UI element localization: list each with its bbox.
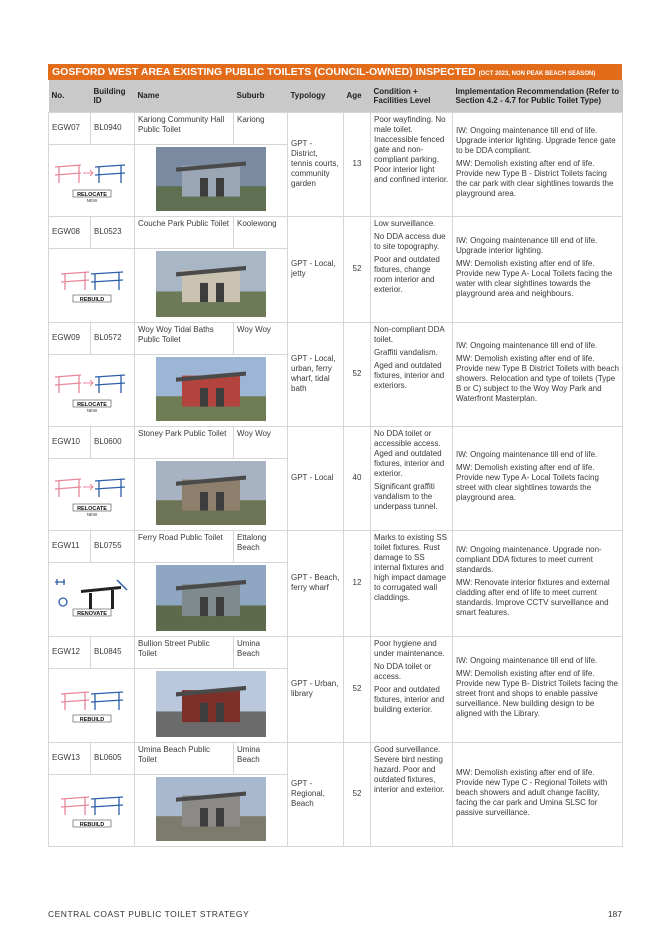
cell-diagram bbox=[49, 668, 135, 742]
cell-condition bbox=[371, 112, 453, 216]
implementation-text: MW: Demolish existing after end of life. Provide new Type B District Toilets with beach showers. Relocation and type of toilets (Type B or C) subject to the Woy Woy Park and Waterfront Masterplan. bbox=[456, 354, 619, 403]
table-banner bbox=[48, 64, 622, 80]
cell-photo bbox=[135, 562, 288, 636]
diagram-icon bbox=[51, 576, 133, 622]
cell-diagram bbox=[49, 354, 135, 426]
toilets-table bbox=[48, 80, 623, 847]
cell-condition bbox=[371, 426, 453, 530]
header-typology: Typology bbox=[288, 80, 344, 112]
cell-typology: GPT - Beach, ferry wharf bbox=[288, 530, 344, 636]
toilet-photo bbox=[156, 671, 266, 737]
cell-diagram bbox=[49, 458, 135, 530]
implementation-text: IW: Ongoing maintenance. Upgrade non-compliant DDA fixtures to meet current standards. bbox=[456, 545, 602, 574]
cell-condition bbox=[371, 742, 453, 846]
cell-name: Couche Park Public Toilet bbox=[135, 216, 234, 248]
cell-condition bbox=[371, 636, 453, 742]
cell-typology: GPT - Local bbox=[288, 426, 344, 530]
cell-no: EGW07 bbox=[49, 112, 91, 144]
cell-photo bbox=[135, 354, 288, 426]
cell-name: Woy Woy Tidal Baths Public Toilet bbox=[135, 322, 234, 354]
condition-text: No DDA access due to site topography. bbox=[374, 231, 446, 251]
cell-condition bbox=[371, 216, 453, 322]
cell-name: Ferry Road Public Toilet bbox=[135, 530, 234, 562]
diagram-icon bbox=[51, 367, 133, 413]
table-row bbox=[49, 742, 623, 774]
implementation-text: IW: Ongoing maintenance till end of life. Upgrade interior lighting. Upgrade fence gate to be DDA compliant. bbox=[456, 126, 616, 155]
cell-age: 12 bbox=[344, 530, 371, 636]
cell-diagram bbox=[49, 248, 135, 322]
condition-text: Poor wayfinding. No male toilet. Inaccessible fenced gate and non-compliant parking. Poor interior light and confined interior. bbox=[374, 114, 449, 184]
implementation-text: IW: Ongoing maintenance till end of life. bbox=[456, 656, 598, 665]
implementation-text: IW: Ongoing maintenance till end of life. Upgrade interior lighting. bbox=[456, 236, 598, 255]
cell-typology: GPT - District, tennis courts, community garden bbox=[288, 112, 344, 216]
condition-text: Poor and outdated fixtures, change room interior and exterior. bbox=[374, 254, 440, 294]
condition-text: Non-compliant DDA toilet. bbox=[374, 324, 445, 344]
cell-suburb: Umina Beach bbox=[234, 742, 288, 774]
table-row bbox=[49, 322, 623, 354]
condition-text: Graffiti vandalism. bbox=[374, 347, 438, 357]
condition-text: Poor hygiene and under maintenance. bbox=[374, 638, 445, 658]
cell-implementation bbox=[453, 322, 623, 426]
condition-text: No DDA toilet or access. bbox=[374, 661, 432, 681]
cell-no: EGW11 bbox=[49, 530, 91, 562]
condition-text: Aged and outdated fixtures, interior and exteriors. bbox=[374, 360, 445, 390]
implementation-text: MW: Demolish existing after end of life. Provide new Type A- Local Toilets facing the water with clear sightlines towards the playground area and neighbours. bbox=[456, 259, 613, 298]
table-row bbox=[49, 216, 623, 248]
cell-name: Kariong Community Hall Public Toilet bbox=[135, 112, 234, 144]
cell-implementation bbox=[453, 530, 623, 636]
banner-title: GOSFORD WEST AREA EXISTING PUBLIC TOILETS (COUNCIL-OWNED) INSPECTED bbox=[52, 66, 476, 78]
page-number: 187 bbox=[607, 909, 622, 919]
implementation-text: MW: Demolish existing after end of life. Provide new Type B- District Toilets facing the street front and shops to enable passive surveillance. New building design to be aligned with the Library. bbox=[456, 669, 618, 718]
cell-age: 13 bbox=[344, 112, 371, 216]
cell-age: 52 bbox=[344, 636, 371, 742]
header-implementation: Implementation Recommendation (Refer to Section 4.2 - 4.7 for Public Toilet Type) bbox=[453, 80, 623, 112]
diagram-label: REBUILD bbox=[79, 716, 105, 723]
toilet-photo bbox=[156, 147, 266, 211]
diagram-icon bbox=[51, 682, 133, 728]
banner-subtitle: (OCT 2023, NON PEAK BEACH SEASON) bbox=[478, 71, 596, 77]
cell-building-id: BL0845 bbox=[91, 636, 135, 668]
cell-building-id: BL0605 bbox=[91, 742, 135, 774]
implementation-text: MW: Demolish existing after end of life. Provide new Type C - Regional Toilets with beach showers and adult change facility, facing the car park and Umina SLSC for passive surveillance. bbox=[456, 767, 608, 817]
diagram-label: REBUILD bbox=[79, 296, 105, 303]
table-row bbox=[49, 112, 623, 144]
cell-photo bbox=[135, 774, 288, 846]
cell-photo bbox=[135, 458, 288, 530]
cell-building-id: BL0940 bbox=[91, 112, 135, 144]
diagram-icon bbox=[51, 471, 133, 517]
header-name: Name bbox=[135, 80, 234, 112]
cell-no: EGW08 bbox=[49, 216, 91, 248]
cell-building-id: BL0755 bbox=[91, 530, 135, 562]
cell-diagram bbox=[49, 144, 135, 216]
cell-typology: GPT - Urban, library bbox=[288, 636, 344, 742]
cell-no: EGW13 bbox=[49, 742, 91, 774]
diagram-label: RELOCATE bbox=[77, 401, 107, 408]
cell-diagram bbox=[49, 774, 135, 846]
table-row bbox=[49, 426, 623, 458]
cell-name: Bullion Street Public Toilet bbox=[135, 636, 234, 668]
diagram-sublabel: NEW bbox=[86, 198, 98, 203]
implementation-text: MW: Renovate interior fixtures and external cladding after end of life to meet current standards. Improve CCTV surveillance and smart features. bbox=[456, 578, 610, 617]
implementation-text: IW: Ongoing maintenance till end of life. bbox=[456, 450, 598, 459]
implementation-text: IW: Ongoing maintenance till end of life. bbox=[456, 341, 598, 350]
diagram-label: RENOVATE bbox=[77, 610, 107, 617]
cell-condition bbox=[371, 530, 453, 636]
condition-text: Significant graffiti vandalism to the underpass tunnel. bbox=[374, 481, 438, 511]
diagram-sublabel: NEW bbox=[86, 512, 98, 517]
diagram-icon bbox=[51, 787, 133, 833]
cell-photo bbox=[135, 144, 288, 216]
diagram-label: REBUILD bbox=[79, 821, 105, 828]
cell-building-id: BL0600 bbox=[91, 426, 135, 458]
cell-implementation bbox=[453, 426, 623, 530]
header-age: Age bbox=[344, 80, 371, 112]
header-building-id: Building ID bbox=[91, 80, 135, 112]
cell-photo bbox=[135, 248, 288, 322]
cell-implementation bbox=[453, 216, 623, 322]
cell-age: 52 bbox=[344, 322, 371, 426]
cell-condition bbox=[371, 322, 453, 426]
table-row bbox=[49, 636, 623, 668]
cell-implementation bbox=[453, 742, 623, 846]
cell-age: 52 bbox=[344, 742, 371, 846]
cell-implementation bbox=[453, 112, 623, 216]
cell-suburb: Kariong bbox=[234, 112, 288, 144]
cell-no: EGW12 bbox=[49, 636, 91, 668]
cell-building-id: BL0523 bbox=[91, 216, 135, 248]
toilet-photo bbox=[156, 565, 266, 631]
cell-age: 40 bbox=[344, 426, 371, 530]
implementation-text: MW: Demolish existing after end of life. Provide new Type B - District Toilets facing the car park with clear sightlines towards the playground area. bbox=[456, 159, 614, 198]
condition-text: Low surveillance. bbox=[374, 218, 436, 228]
toilet-photo bbox=[156, 777, 266, 841]
cell-name: Stoney Park Public Toilet bbox=[135, 426, 234, 458]
diagram-icon bbox=[51, 262, 133, 308]
cell-typology: GPT - Regional, Beach bbox=[288, 742, 344, 846]
table-body bbox=[49, 112, 623, 846]
condition-text: Marks to existing SS toilet fixtures. Rust damage to SS internal fixtures and high impact damage to corrugated wall claddings. bbox=[374, 532, 447, 602]
implementation-text: MW: Demolish existing after end of life. Provide new Type A- Local Toilets facing street with clear sightlines towards the playground area. bbox=[456, 463, 599, 502]
cell-age: 52 bbox=[344, 216, 371, 322]
diagram-sublabel: NEW bbox=[86, 408, 98, 413]
cell-suburb: Woy Woy bbox=[234, 426, 288, 458]
cell-building-id: BL0572 bbox=[91, 322, 135, 354]
cell-no: EGW10 bbox=[49, 426, 91, 458]
diagram-label: RELOCATE bbox=[77, 505, 107, 512]
cell-name: Umina Beach Public Toilet bbox=[135, 742, 234, 774]
cell-suburb: Woy Woy bbox=[234, 322, 288, 354]
table-header-row bbox=[49, 80, 623, 112]
condition-text: No DDA toilet or accessible access. Aged and outdated fixtures, interior and exterior. bbox=[374, 428, 445, 478]
header-condition: Condition + Facilities Level bbox=[371, 80, 453, 112]
cell-suburb: Koolewong bbox=[234, 216, 288, 248]
footer-title: CENTRAL COAST PUBLIC TOILET STRATEGY bbox=[48, 909, 250, 919]
header-suburb: Suburb bbox=[234, 80, 288, 112]
toilet-photo bbox=[156, 251, 266, 317]
cell-photo bbox=[135, 668, 288, 742]
header-no: No. bbox=[49, 80, 91, 112]
cell-implementation bbox=[453, 636, 623, 742]
cell-no: EGW09 bbox=[49, 322, 91, 354]
cell-suburb: Umina Beach bbox=[234, 636, 288, 668]
cell-suburb: Ettalong Beach bbox=[234, 530, 288, 562]
condition-text: Good surveillance. Severe bird nesting hazard. Poor and outdated fixtures, interior and exterior. bbox=[374, 744, 445, 794]
table-row bbox=[49, 530, 623, 562]
cell-diagram bbox=[49, 562, 135, 636]
condition-text: Poor and outdated fixtures, interior and building exterior. bbox=[374, 684, 445, 714]
cell-typology: GPT - Local, jetty bbox=[288, 216, 344, 322]
diagram-icon bbox=[51, 157, 133, 203]
diagram-label: RELOCATE bbox=[77, 191, 107, 198]
toilet-photo bbox=[156, 461, 266, 525]
cell-typology: GPT - Local, urban, ferry wharf, tidal bath bbox=[288, 322, 344, 426]
toilet-photo bbox=[156, 357, 266, 421]
